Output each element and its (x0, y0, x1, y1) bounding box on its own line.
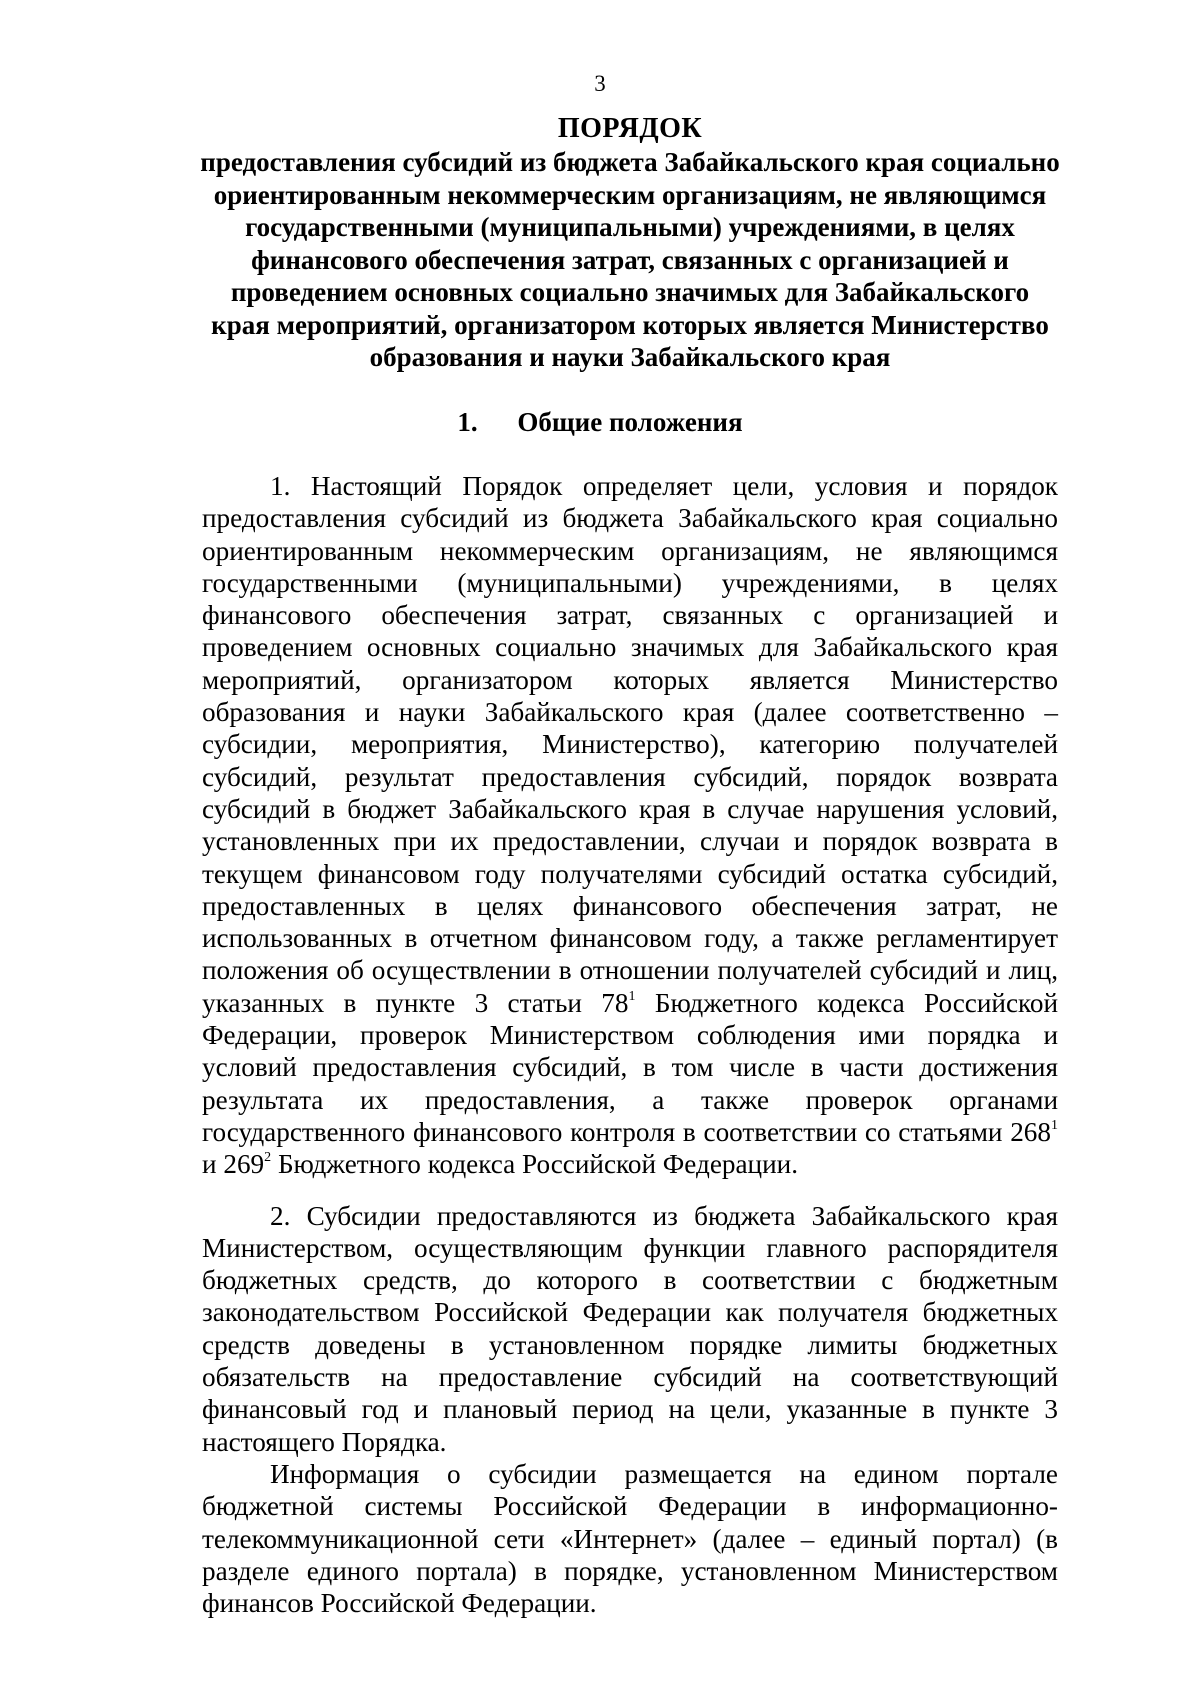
title-block (200, 112, 1060, 374)
paragraph-1-part-2: Бюджетного кодекса Российской Федерации, проверок Министерством соблюдения ими порядка и условий предоставления субсидий, в том числе в части достижения результата их предоставления, а также проверок органами государственного финансового контроля в соответствии со статьями 268 (202, 987, 1058, 1147)
paragraph-1 (202, 470, 1058, 1181)
section-title: Общие положения (517, 407, 743, 437)
section-number: 1. (457, 407, 478, 437)
superscript-269-2: 2 (264, 1150, 272, 1166)
paragraph-1-part-1: 1. Настоящий Порядок определяет цели, условия и порядок предоставления субсидий из бюджета Забайкальского края социально ориентированным некоммерческим организациям, не являющимся государственными (муниципальными) учреждениями, в целях финансового обеспечения затрат, связанных с организацией и проведением основных социально значимых для Забайкальского края мероприятий, организатором которых является Министерство образования и науки Забайкальского края (далее соответственно – субсидии, мероприятия, Министерство), категорию получателей субсидий, результат предоставления субсидий, порядок возврата субсидий в бюджет Забайкальского края в случае нарушения условий, установленных при их предоставлении, случаи и порядок возврата в текущем финансовом году получателями субсидий остатка субсидий, предоставленных в целях финансового обеспечения затрат, не использованных в отчетном финансовом году, а также регламентирует положения об осуществлении в отношении получателей субсидий и лиц, указанных в пункте 3 статьи 78 (202, 471, 1058, 1018)
paragraph-1-part-4: Бюджетного кодекса Российской Федерации. (271, 1149, 799, 1180)
page-number: 3 (594, 71, 606, 96)
section-heading (0, 406, 1200, 438)
superscript-268-1: 1 (1051, 1117, 1058, 1133)
document-title: ПОРЯДОК (557, 113, 703, 144)
superscript-78-1: 1 (628, 988, 636, 1004)
paragraph-1-part-3: и 269 (202, 1149, 265, 1180)
paragraph-2: 2. Субсидии предоставляются из бюджета Забайкальского края Министерством, осуществляющим функции главного распорядителя бюджетных средств, до которого в соответствии с бюджетным законодательством Российской Федерации как получателя бюджетных средств доведены в установленном порядке лимиты бюджетных обязательств на предоставление субсидий на соответствующий финансовый год и плановый период на цели, указанные в пункте 3 настоящего Порядка. (202, 1200, 1058, 1457)
body-text (202, 470, 1058, 1619)
paragraph-3: Информация о субсидии размещается на едином портале бюджетной системы Российской Федерации в информационно-телекоммуникационной сети «Интернет» (далее – единый портал) (в разделе единого портала) в порядке, установленном Министерством финансов Российской Федерации. (202, 1458, 1058, 1619)
document-subtitle: предоставления субсидий из бюджета Забайкальского края социально ориентированным некоммерческим организациям, не являющимся государственными (муниципальными) учреждениями, в целях финансового обеспечения затрат, связанных с организацией и проведением основных социально значимых для Забайкальского края мероприятий, организатором которых является Министерство образования и науки Забайкальского края (200, 147, 1060, 372)
